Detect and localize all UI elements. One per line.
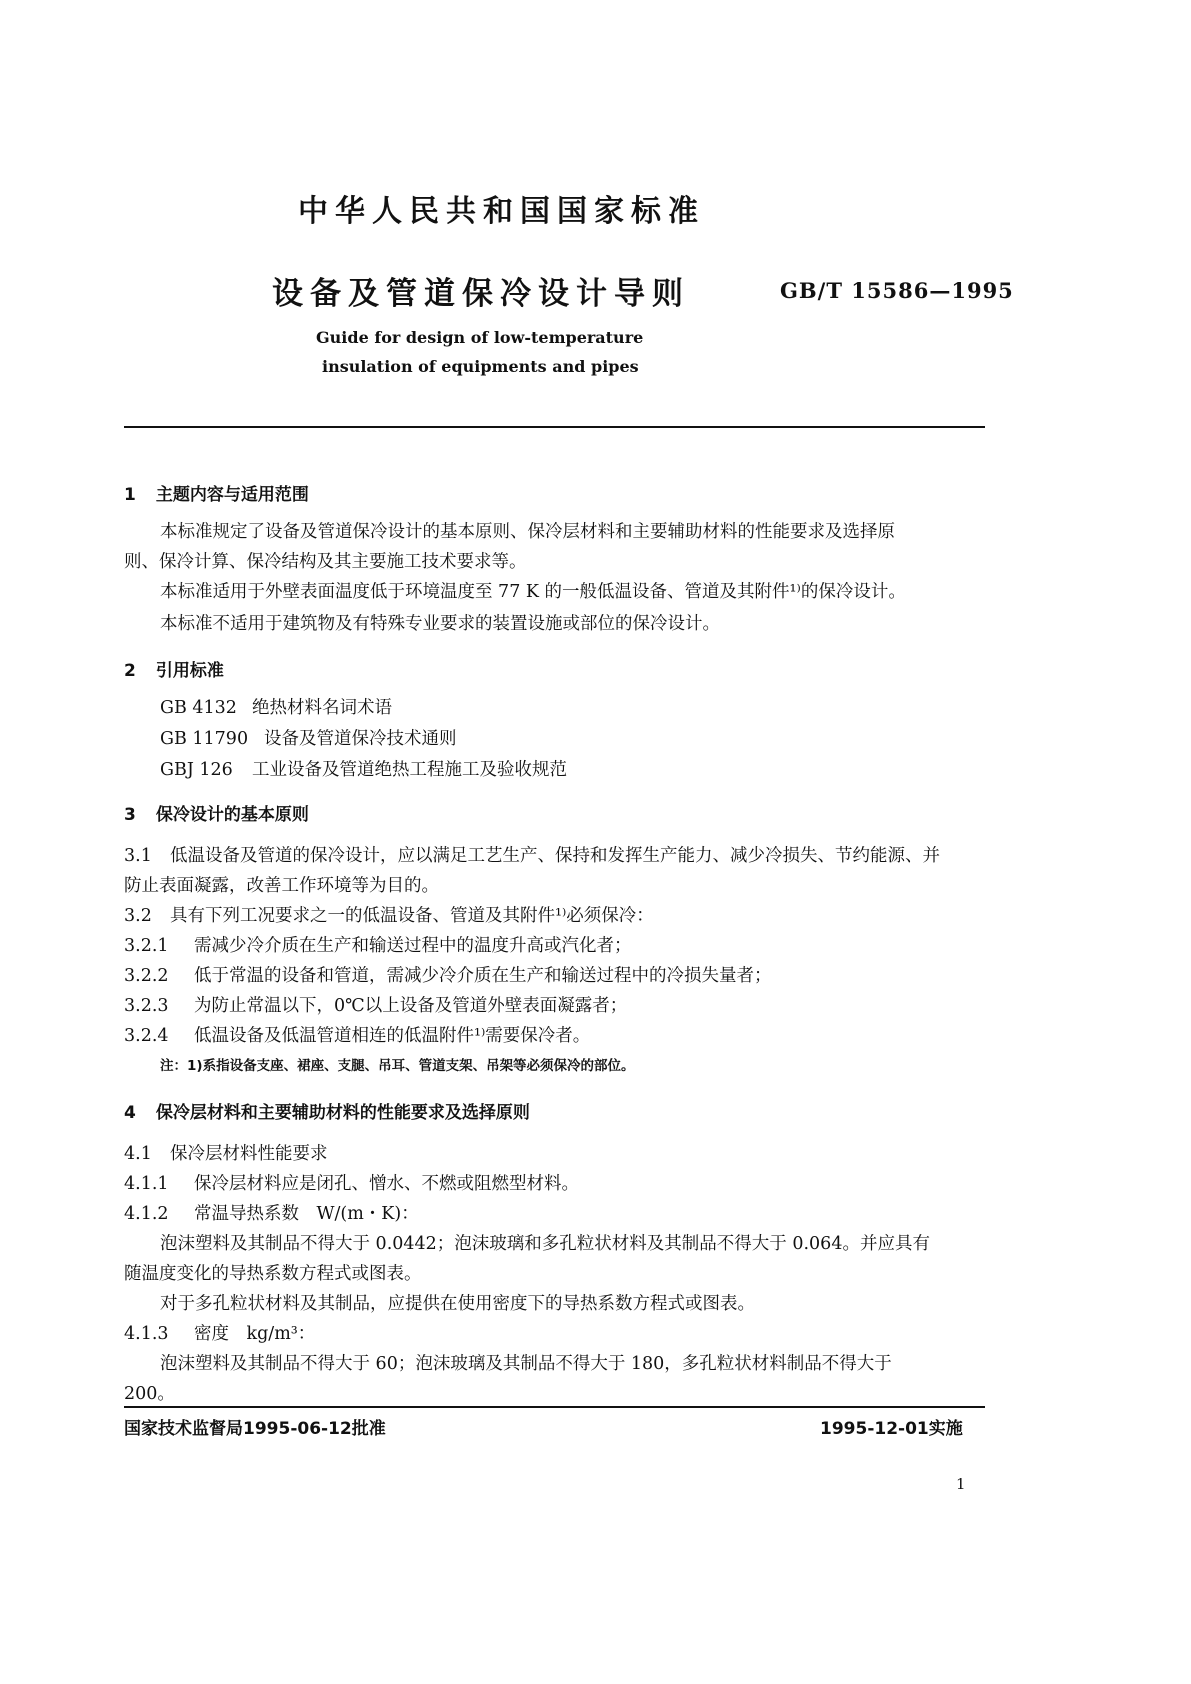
clause-3-2-2 bbox=[124, 962, 772, 987]
reference-code: GBJ 126 bbox=[160, 760, 233, 780]
reference-code: GB 11790 bbox=[160, 729, 249, 749]
clause-3-2-3 bbox=[124, 992, 627, 1017]
paragraph: 泡沫塑料及其制品不得大于 60；泡沫玻璃及其制品不得大于 180，多孔粒状材料制品不得大于 bbox=[160, 1354, 892, 1374]
section-number: 1 bbox=[124, 485, 136, 505]
section-3-heading bbox=[124, 800, 309, 825]
section-number: 4 bbox=[124, 1103, 136, 1123]
clause-number: 4.1.1 bbox=[124, 1174, 169, 1194]
reference-name: 工业设备及管道绝热工程施工及验收规范 bbox=[252, 760, 567, 780]
clause-number: 3.2.3 bbox=[124, 996, 169, 1016]
section-1-heading bbox=[124, 480, 309, 505]
section-2-heading bbox=[124, 656, 224, 681]
clause-number: 3.1 bbox=[124, 846, 152, 866]
effective-date: 1995-12-01实施 bbox=[820, 1419, 963, 1439]
clause-4-1 bbox=[124, 1140, 328, 1165]
section-number: 3 bbox=[124, 805, 136, 825]
paragraph: 本标准不适用于建筑物及有特殊专业要求的装置设施或部位的保冷设计。 bbox=[160, 614, 720, 634]
reference-name: 设备及管道保冷技术通则 bbox=[264, 729, 457, 749]
clause-number: 4.1.2 bbox=[124, 1204, 169, 1224]
section-number: 2 bbox=[124, 661, 136, 681]
reference-code: GB 4132 bbox=[160, 698, 237, 718]
clause-text: 低温设备及低温管道相连的低温附件¹⁾需要保冷者。 bbox=[194, 1026, 591, 1046]
english-title-line2: insulation of equipments and pipes bbox=[322, 357, 639, 376]
clause-3-2-1 bbox=[124, 932, 632, 957]
standard-code: GB/T 15586—1995 bbox=[780, 278, 1014, 303]
clause-text: 保冷层材料应是闭孔、憎水、不燃或阻燃型材料。 bbox=[194, 1174, 579, 1194]
clause-number: 4.1 bbox=[124, 1144, 152, 1164]
clause-text: 低温设备及管道的保冷设计，应以满足工艺生产、保持和发挥生产能力、减少冷损失、节约能源、并 bbox=[170, 846, 940, 866]
clause-text: 密度 kg/m³： bbox=[194, 1324, 316, 1344]
clause-text: 为防止常温以下，0℃以上设备及管道外壁表面凝露者； bbox=[194, 996, 628, 1016]
paragraph: 200。 bbox=[124, 1384, 175, 1404]
paragraph: 则、保冷计算、保冷结构及其主要施工技术要求等。 bbox=[124, 552, 527, 572]
clause-text: 低于常温的设备和管道，需减少冷介质在生产和输送过程中的冷损失量者； bbox=[194, 966, 772, 986]
reference-item bbox=[160, 694, 392, 719]
reference-item bbox=[160, 725, 457, 750]
english-title-line1: Guide for design of low-temperature bbox=[316, 328, 644, 347]
header-divider bbox=[124, 426, 985, 428]
country-standard-heading: 中华人民共和国国家标准 bbox=[298, 194, 705, 229]
clause-3-2 bbox=[124, 902, 654, 927]
clause-text: 具有下列工况要求之一的低温设备、管道及其附件¹⁾必须保冷： bbox=[170, 906, 654, 926]
clause-number: 3.2 bbox=[124, 906, 152, 926]
footnote: 注：1)系指设备支座、裙座、支腿、吊耳、管道支架、吊架等必须保冷的部位。 bbox=[160, 1058, 635, 1074]
clause-number: 4.1.3 bbox=[124, 1324, 169, 1344]
paragraph: 本标准规定了设备及管道保冷设计的基本原则、保冷层材料和主要辅助材料的性能要求及选择原 bbox=[160, 522, 895, 542]
page-number: 1 bbox=[956, 1475, 966, 1493]
footer-divider bbox=[124, 1406, 985, 1408]
clause-text-continued: 防止表面凝露，改善工作环境等为目的。 bbox=[124, 876, 439, 896]
paragraph: 随温度变化的导热系数方程式或图表。 bbox=[124, 1264, 422, 1284]
document-title: 设备及管道保冷设计导则 bbox=[272, 276, 690, 312]
clause-text: 常温导热系数 W/(m・K)： bbox=[194, 1204, 419, 1224]
clause-text: 需减少冷介质在生产和输送过程中的温度升高或汽化者； bbox=[194, 936, 632, 956]
reference-item bbox=[160, 756, 567, 781]
clause-4-1-2 bbox=[124, 1200, 419, 1225]
paragraph: 对于多孔粒状材料及其制品，应提供在使用密度下的导热系数方程式或图表。 bbox=[160, 1294, 755, 1314]
clause-4-1-1 bbox=[124, 1170, 579, 1195]
clause-number: 3.2.2 bbox=[124, 966, 169, 986]
clause-3-1 bbox=[124, 842, 940, 867]
paragraph: 泡沫塑料及其制品不得大于 0.0442；泡沫玻璃和多孔粒状材料及其制品不得大于 0.064。并应具有 bbox=[160, 1234, 930, 1254]
section-title: 引用标准 bbox=[155, 661, 224, 681]
clause-text: 保冷层材料性能要求 bbox=[170, 1144, 328, 1164]
section-title: 保冷设计的基本原则 bbox=[155, 805, 309, 825]
paragraph: 本标准适用于外壁表面温度低于环境温度至 77 K 的一般低温设备、管道及其附件¹⁾的保冷设计。 bbox=[160, 582, 906, 602]
section-title: 主题内容与适用范围 bbox=[155, 485, 309, 505]
reference-name: 绝热材料名词术语 bbox=[252, 698, 392, 718]
clause-number: 3.2.1 bbox=[124, 936, 169, 956]
section-title: 保冷层材料和主要辅助材料的性能要求及选择原则 bbox=[155, 1103, 530, 1123]
approval-note: 国家技术监督局1995-06-12批准 bbox=[124, 1419, 386, 1439]
clause-number: 3.2.4 bbox=[124, 1026, 169, 1046]
clause-3-2-4 bbox=[124, 1022, 590, 1047]
section-4-heading bbox=[124, 1098, 530, 1123]
clause-4-1-3 bbox=[124, 1320, 315, 1345]
